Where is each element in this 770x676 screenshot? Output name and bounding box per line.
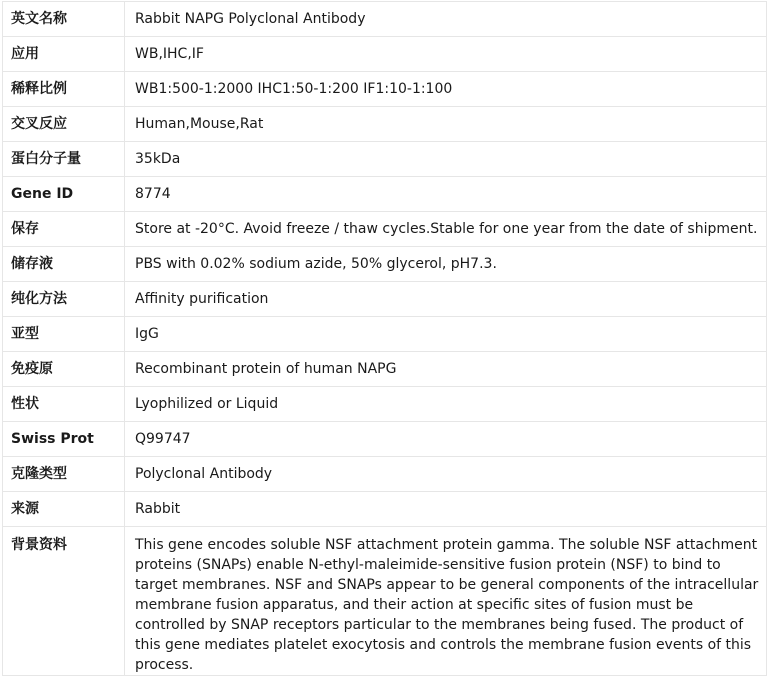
spec-row-purification [3,282,767,317]
spec-row-storage [3,212,767,247]
spec-value: Affinity purification [125,282,767,317]
spec-value: Recombinant protein of human NAPG [125,352,767,387]
spec-label: 英文名称 [3,2,125,37]
spec-row-immunogen [3,352,767,387]
spec-row-host [3,492,767,527]
spec-label: 背景资料 [3,527,125,676]
spec-row-molecular-weight [3,142,767,177]
spec-label: 纯化方法 [3,282,125,317]
spec-row-application [3,37,767,72]
spec-row-buffer [3,247,767,282]
spec-value: Polyclonal Antibody [125,457,767,492]
spec-label: 蛋白分子量 [3,142,125,177]
spec-value: PBS with 0.02% sodium azide, 50% glycerol, pH7.3. [125,247,767,282]
spec-label: 免疫原 [3,352,125,387]
spec-label: 性状 [3,387,125,422]
spec-value: 8774 [125,177,767,212]
spec-value: Rabbit NAPG Polyclonal Antibody [125,2,767,37]
spec-value: Lyophilized or Liquid [125,387,767,422]
spec-row-reactivity [3,107,767,142]
spec-label: 储存液 [3,247,125,282]
spec-label: Gene ID [3,177,125,212]
product-spec-table [2,1,767,676]
spec-value: WB1:500-1:2000 IHC1:50-1:200 IF1:10-1:100 [125,72,767,107]
spec-label: 来源 [3,492,125,527]
spec-label: 稀释比例 [3,72,125,107]
spec-label: 交叉反应 [3,107,125,142]
spec-value: Store at -20°C. Avoid freeze / thaw cycles.Stable for one year from the date of shipment. [125,212,767,247]
spec-label: 应用 [3,37,125,72]
spec-row-swiss-prot [3,422,767,457]
spec-value: Rabbit [125,492,767,527]
spec-label: 保存 [3,212,125,247]
spec-label: 亚型 [3,317,125,352]
spec-row-gene-id [3,177,767,212]
spec-row-background [3,527,767,676]
spec-label: 克隆类型 [3,457,125,492]
spec-row-english-name [3,2,767,37]
spec-row-clonality [3,457,767,492]
spec-row-dilution [3,72,767,107]
spec-value: Human,Mouse,Rat [125,107,767,142]
background-description: This gene encodes soluble NSF attachment protein gamma. The soluble NSF attachment proteins (SNAPs) enable N-ethyl-maleimide-sensitive fusion protein (NSF) to bind to target membranes. NSF and SNAPs appear to be general components of the intracellular membrane fusion apparatus, and their action at specific sites of fusion must be controlled by SNAP receptors particular to the membranes being fused. The product of this gene mediates platelet exocytosis and controls the membrane fusion events of this process. [125,527,767,676]
spec-value: 35kDa [125,142,767,177]
spec-label: Swiss Prot [3,422,125,457]
spec-row-form [3,387,767,422]
spec-value: Q99747 [125,422,767,457]
spec-row-isotype [3,317,767,352]
spec-value: WB,IHC,IF [125,37,767,72]
spec-value: IgG [125,317,767,352]
